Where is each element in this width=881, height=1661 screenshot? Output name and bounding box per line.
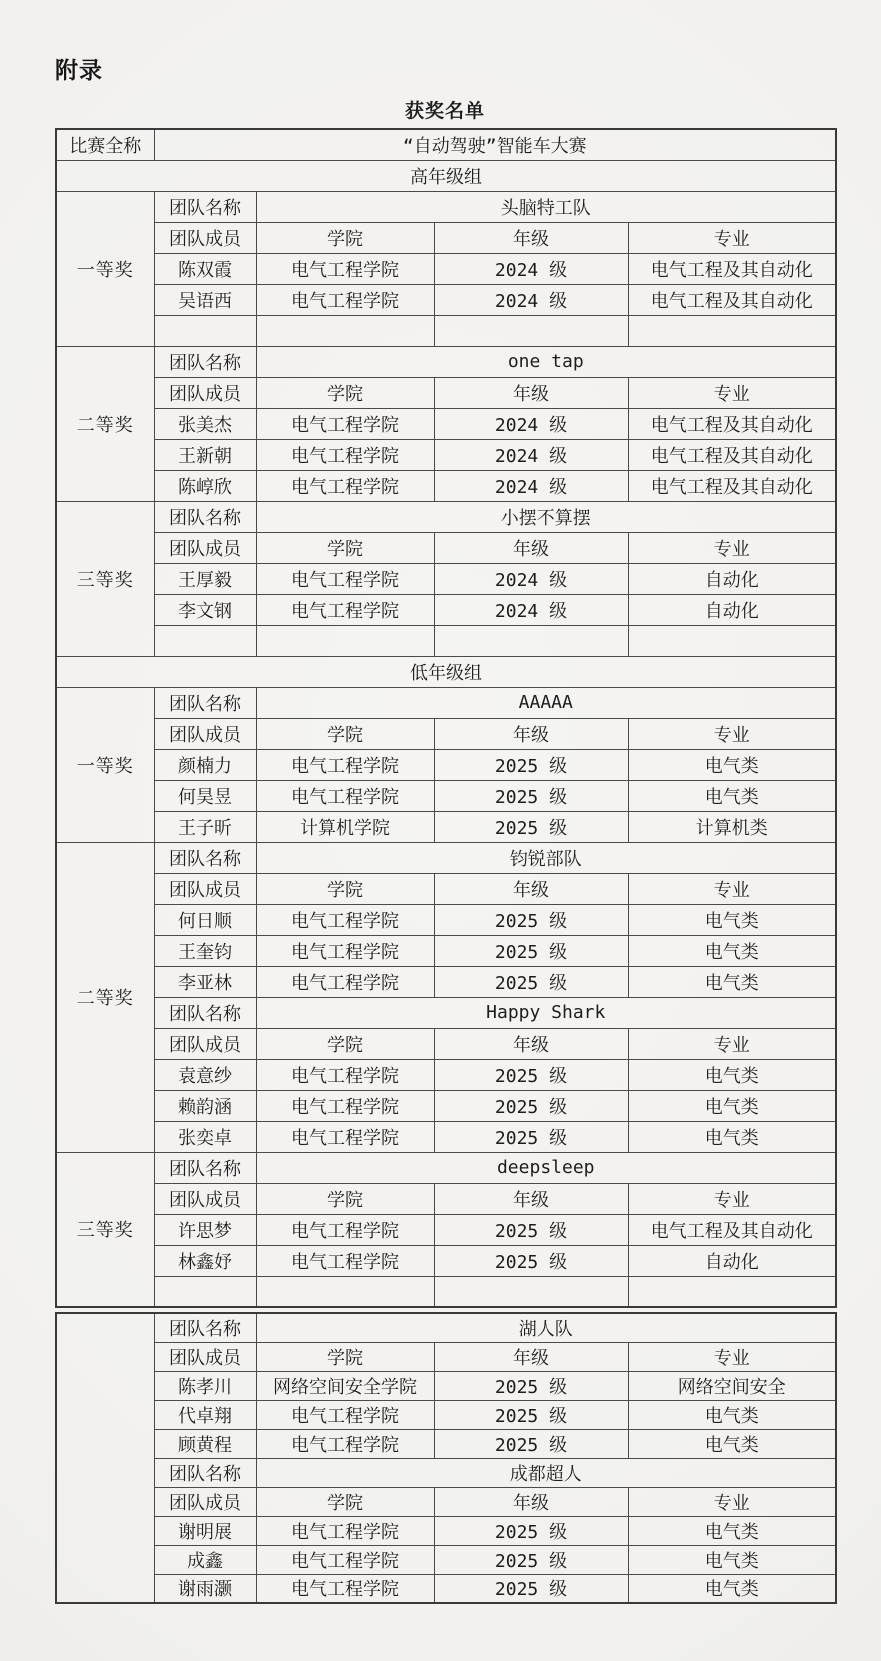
empty-cell [154,625,256,656]
grade-cell: 2025 级 [434,904,628,935]
member-name-cell: 颜楠力 [154,749,256,780]
member-name-cell: 顾黄程 [154,1429,256,1458]
team-name-cell: Happy Shark [256,997,836,1028]
member-header-cell: 团队成员 [154,1487,256,1516]
team-name-cell: one tap [256,346,836,377]
award-cell: 一等奖 [56,191,154,346]
college-header-cell: 学院 [256,873,434,904]
team-name-cell: 钧锐部队 [256,842,836,873]
college-cell: 电气工程学院 [256,1059,434,1090]
team-name-label-cell: 团队名称 [154,687,256,718]
table-row [56,935,836,966]
award-cell: 三等奖 [56,1152,154,1307]
grade-cell: 2025 级 [434,1516,628,1545]
college-cell: 电气工程学院 [256,935,434,966]
team-name-label-cell: 团队名称 [154,1152,256,1183]
major-header-cell: 专业 [628,1183,836,1214]
major-cell: 电气类 [628,1516,836,1545]
empty-cell [628,625,836,656]
table-row [56,780,836,811]
grade-cell: 2025 级 [434,935,628,966]
member-name-cell: 袁意纱 [154,1059,256,1090]
table-row [56,1152,836,1183]
grade-cell: 2024 级 [434,470,628,501]
member-name-cell: 王新朝 [154,439,256,470]
table-row [56,1342,836,1371]
major-header-cell: 专业 [628,222,836,253]
college-cell: 电气工程学院 [256,1574,434,1603]
table-row [56,563,836,594]
table-row [56,1245,836,1276]
table-row [56,222,836,253]
college-cell: 电气工程学院 [256,1214,434,1245]
table-row [56,1276,836,1307]
empty-cell [628,315,836,346]
group-band-cell: 高年级组 [56,160,836,191]
table-row [56,501,836,532]
award-list-table [55,128,837,1308]
college-header-cell: 学院 [256,718,434,749]
table-row [56,625,836,656]
college-cell: 电气工程学院 [256,1429,434,1458]
major-cell: 电气类 [628,1400,836,1429]
college-header-cell: 学院 [256,222,434,253]
major-cell: 电气类 [628,1121,836,1152]
table-row [56,346,836,377]
member-header-cell: 团队成员 [154,222,256,253]
member-name-cell: 王厚毅 [154,563,256,594]
college-cell: 电气工程学院 [256,1545,434,1574]
team-name-cell: 湖人队 [256,1313,836,1342]
grade-header-cell: 年级 [434,1487,628,1516]
team-name-label-cell: 团队名称 [154,997,256,1028]
member-header-cell: 团队成员 [154,377,256,408]
college-cell: 计算机学院 [256,811,434,842]
team-name-cell: 头脑特工队 [256,191,836,222]
grade-cell: 2025 级 [434,1121,628,1152]
major-cell: 电气工程及其自动化 [628,1214,836,1245]
major-cell: 电气类 [628,904,836,935]
member-name-cell: 许思梦 [154,1214,256,1245]
college-header-cell: 学院 [256,1183,434,1214]
table-row [56,470,836,501]
member-name-cell: 吴语西 [154,284,256,315]
table-row [56,1183,836,1214]
grade-cell: 2024 级 [434,563,628,594]
empty-cell [434,315,628,346]
table-row [56,253,836,284]
college-cell: 电气工程学院 [256,284,434,315]
member-name-cell: 代卓翔 [154,1400,256,1429]
college-cell: 电气工程学院 [256,1245,434,1276]
table-row [56,842,836,873]
team-name-label-cell: 团队名称 [154,1458,256,1487]
team-name-label-cell: 团队名称 [154,191,256,222]
grade-header-cell: 年级 [434,222,628,253]
major-header-cell: 专业 [628,1487,836,1516]
grade-cell: 2025 级 [434,1059,628,1090]
team-name-label-cell: 团队名称 [154,346,256,377]
major-cell: 电气类 [628,749,836,780]
member-header-cell: 团队成员 [154,1183,256,1214]
grade-cell: 2025 级 [434,1545,628,1574]
member-name-cell: 陈双霞 [154,253,256,284]
table-row [56,532,836,563]
team-name-cell: AAAAA [256,687,836,718]
member-header-cell: 团队成员 [154,873,256,904]
college-header-cell: 学院 [256,1487,434,1516]
college-cell: 电气工程学院 [256,439,434,470]
competition-name-cell: “自动驾驶”智能车大赛 [154,129,836,160]
table-row [56,687,836,718]
college-cell: 电气工程学院 [256,1090,434,1121]
major-cell: 电气类 [628,935,836,966]
grade-cell: 2025 级 [434,1400,628,1429]
grade-cell: 2025 级 [434,966,628,997]
member-header-cell: 团队成员 [154,532,256,563]
table-row [56,439,836,470]
grade-cell: 2025 级 [434,780,628,811]
team-name-label-cell: 团队名称 [154,501,256,532]
grade-cell: 2024 级 [434,253,628,284]
member-name-cell: 谢明展 [154,1516,256,1545]
table-row [56,1400,836,1429]
award-cell [56,1313,154,1603]
major-cell: 电气工程及其自动化 [628,408,836,439]
grade-cell: 2025 级 [434,749,628,780]
table-row [56,997,836,1028]
college-cell: 电气工程学院 [256,408,434,439]
table-row [56,377,836,408]
grade-cell: 2025 级 [434,1090,628,1121]
table-row [56,1121,836,1152]
team-name-cell: 成都超人 [256,1458,836,1487]
member-name-cell: 张美杰 [154,408,256,439]
grade-header-cell: 年级 [434,1342,628,1371]
extra-teams-table [55,1312,837,1604]
grade-cell: 2024 级 [434,439,628,470]
team-name-cell: deepsleep [256,1152,836,1183]
table-row [56,408,836,439]
table-row [56,284,836,315]
major-cell: 电气类 [628,966,836,997]
group-band-cell: 低年级组 [56,656,836,687]
major-cell: 电气类 [628,780,836,811]
table-row [56,718,836,749]
empty-cell [434,625,628,656]
table-row [56,1028,836,1059]
table-row [56,1059,836,1090]
grade-header-cell: 年级 [434,377,628,408]
major-cell: 电气工程及其自动化 [628,439,836,470]
grade-cell: 2025 级 [434,811,628,842]
major-cell: 电气工程及其自动化 [628,253,836,284]
major-header-cell: 专业 [628,532,836,563]
college-cell: 电气工程学院 [256,966,434,997]
member-name-cell: 谢雨灏 [154,1574,256,1603]
member-name-cell: 何日顺 [154,904,256,935]
grade-cell: 2025 级 [434,1245,628,1276]
table-row [56,966,836,997]
extra-teams-table-body [56,1313,836,1603]
team-name-label-cell: 团队名称 [154,1313,256,1342]
empty-cell [434,1276,628,1307]
member-name-cell: 李文钢 [154,594,256,625]
member-header-cell: 团队成员 [154,1342,256,1371]
college-header-cell: 学院 [256,377,434,408]
award-cell: 二等奖 [56,346,154,501]
major-cell: 网络空间安全 [628,1371,836,1400]
major-cell: 自动化 [628,594,836,625]
table-row [56,1487,836,1516]
table-row [56,315,836,346]
table-row [56,656,836,687]
grade-header-cell: 年级 [434,532,628,563]
college-cell: 电气工程学院 [256,594,434,625]
major-cell: 电气工程及其自动化 [628,284,836,315]
empty-cell [256,625,434,656]
college-cell: 电气工程学院 [256,780,434,811]
empty-cell [256,315,434,346]
table-row [56,1090,836,1121]
major-cell: 电气类 [628,1090,836,1121]
award-cell: 三等奖 [56,501,154,656]
table-row [56,1458,836,1487]
award-list-title: 获奖名单 [404,101,485,122]
major-header-cell: 专业 [628,1342,836,1371]
major-header-cell: 专业 [628,377,836,408]
member-name-cell: 何昊昱 [154,780,256,811]
member-name-cell: 成鑫 [154,1545,256,1574]
grade-header-cell: 年级 [434,873,628,904]
member-name-cell: 陈崞欣 [154,470,256,501]
major-cell: 自动化 [628,563,836,594]
table-row [56,873,836,904]
grade-cell: 2025 级 [434,1429,628,1458]
college-cell: 电气工程学院 [256,1400,434,1429]
college-cell: 电气工程学院 [256,1121,434,1152]
major-cell: 电气工程及其自动化 [628,470,836,501]
empty-cell [256,1276,434,1307]
empty-cell [628,1276,836,1307]
empty-cell [154,315,256,346]
member-header-cell: 团队成员 [154,718,256,749]
table-row [56,1429,836,1458]
grade-cell: 2025 级 [434,1214,628,1245]
college-header-cell: 学院 [256,1342,434,1371]
award-cell: 二等奖 [56,842,154,1152]
member-header-cell: 团队成员 [154,1028,256,1059]
award-list-table-body [56,129,836,1307]
member-name-cell: 王奎钧 [154,935,256,966]
grade-cell: 2025 级 [434,1574,628,1603]
college-header-cell: 学院 [256,532,434,563]
table-row [56,811,836,842]
major-cell: 电气类 [628,1429,836,1458]
college-cell: 电气工程学院 [256,563,434,594]
table-row [56,1371,836,1400]
grade-cell: 2024 级 [434,284,628,315]
member-name-cell: 李亚林 [154,966,256,997]
major-cell: 计算机类 [628,811,836,842]
member-name-cell: 林鑫妤 [154,1245,256,1276]
major-cell: 电气类 [628,1545,836,1574]
team-name-label-cell: 团队名称 [154,842,256,873]
college-cell: 网络空间安全学院 [256,1371,434,1400]
grade-cell: 2025 级 [434,1371,628,1400]
grade-cell: 2024 级 [434,594,628,625]
major-cell: 电气类 [628,1059,836,1090]
table-row [56,1516,836,1545]
major-cell: 自动化 [628,1245,836,1276]
grade-header-cell: 年级 [434,1028,628,1059]
college-cell: 电气工程学院 [256,1516,434,1545]
member-name-cell: 赖韵涵 [154,1090,256,1121]
empty-cell [154,1276,256,1307]
table-row [56,191,836,222]
table-row [56,129,836,160]
table-row [56,1214,836,1245]
grade-header-cell: 年级 [434,1183,628,1214]
member-name-cell: 陈孝川 [154,1371,256,1400]
award-cell: 一等奖 [56,687,154,842]
college-cell: 电气工程学院 [256,253,434,284]
competition-label-cell: 比赛全称 [56,129,154,160]
table-row [56,594,836,625]
college-header-cell: 学院 [256,1028,434,1059]
appendix-heading: 附录 [55,57,103,83]
team-name-cell: 小摆不算摆 [256,501,836,532]
table-row [56,1545,836,1574]
college-cell: 电气工程学院 [256,904,434,935]
member-name-cell: 张奕卓 [154,1121,256,1152]
table-row [56,904,836,935]
major-cell: 电气类 [628,1574,836,1603]
college-cell: 电气工程学院 [256,749,434,780]
table-row [56,749,836,780]
table-row [56,1574,836,1603]
member-name-cell: 王子昕 [154,811,256,842]
major-header-cell: 专业 [628,1028,836,1059]
major-header-cell: 专业 [628,873,836,904]
table-row [56,1313,836,1342]
grade-header-cell: 年级 [434,718,628,749]
table-row [56,160,836,191]
grade-cell: 2024 级 [434,408,628,439]
major-header-cell: 专业 [628,718,836,749]
college-cell: 电气工程学院 [256,470,434,501]
